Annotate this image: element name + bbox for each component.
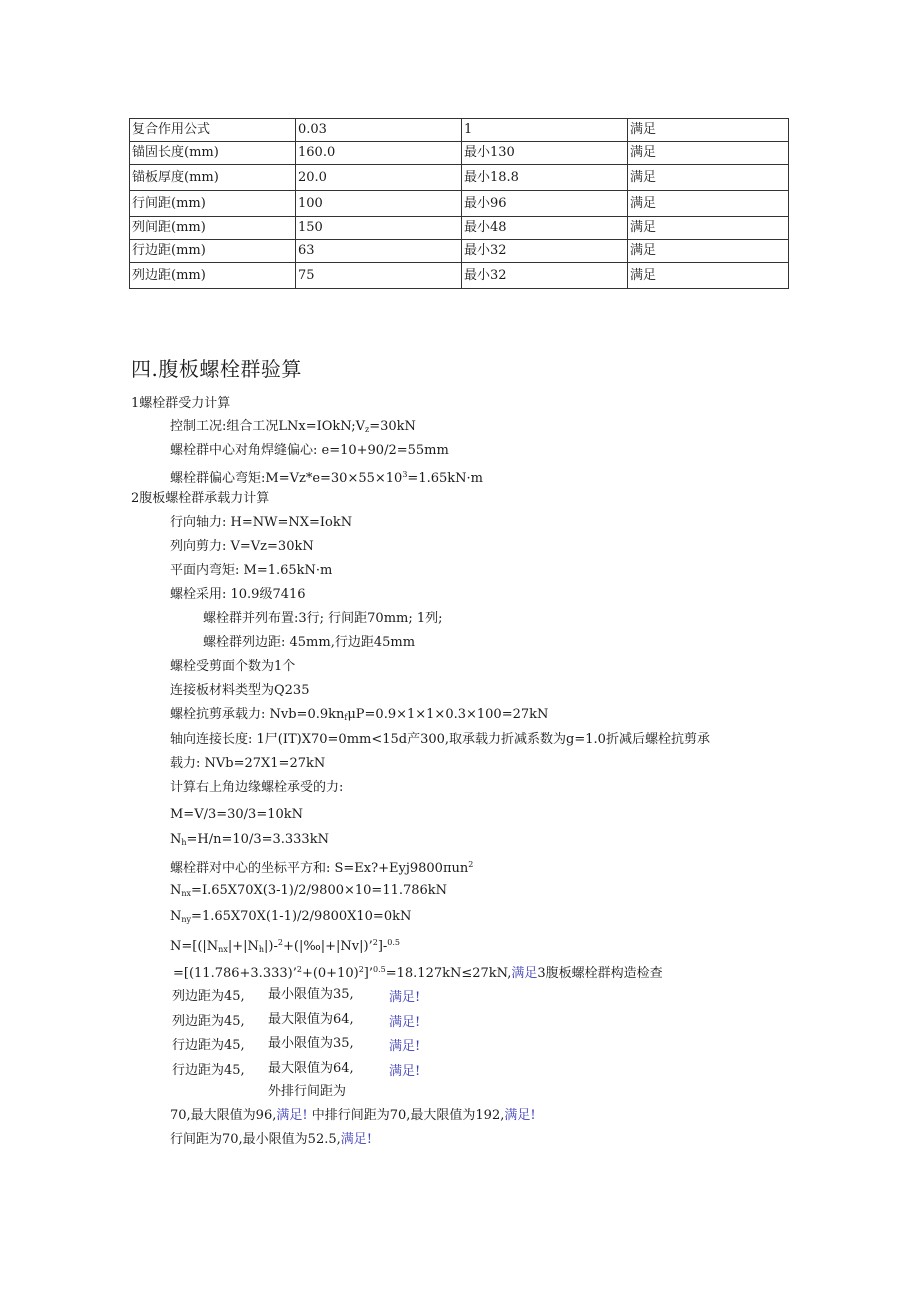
check-label: 列边距为45, — [172, 989, 245, 1004]
formula-line — [170, 934, 400, 959]
text: =30kN — [369, 419, 416, 434]
table-cell: 行间距(mm) — [130, 191, 296, 217]
text: =H/n=10/3=3.333kN — [186, 832, 329, 847]
table-cell: 满足 — [628, 142, 789, 165]
connection-length-line: 轴向连接长度: 1尸(IT)X70=0mm<15d产300,取承载力折减系数为g=1.0折减后螺栓抗剪承 — [170, 732, 710, 747]
table-row — [130, 142, 789, 165]
check-table — [129, 118, 789, 289]
table-row — [130, 119, 789, 142]
in-plane-moment-line: 平面内弯矩: M=1.65kN·m — [170, 563, 333, 578]
spacing-check-line — [170, 1131, 372, 1149]
text: N=[(|N — [170, 939, 219, 954]
check-limit: 最大限值为64, — [268, 1061, 354, 1076]
table-cell: 0.03 — [296, 119, 462, 142]
subscript: nx — [181, 889, 192, 898]
table-cell: 列边距(mm) — [130, 263, 296, 289]
text: μP=0.9×1×1×0.3×100=27kN — [347, 707, 549, 722]
table-cell: 最小32 — [462, 240, 628, 263]
table-cell: 150 — [296, 217, 462, 240]
bolt-type-line: 螺栓采用: 10.9级7416 — [170, 587, 306, 602]
ok-status: 满足! — [389, 1015, 421, 1030]
table-cell: 满足 — [628, 191, 789, 217]
check-label: 行边距为45, — [172, 1038, 245, 1053]
text: =18.127kN≤27kN, — [385, 966, 512, 981]
check-label: 列边距为45, — [172, 1014, 245, 1029]
table-cell: 复合作用公式 — [130, 119, 296, 142]
formula-line — [170, 882, 447, 903]
table-cell: 100 — [296, 191, 462, 217]
text: 螺栓抗剪承载力: Nvb=0.9kn — [170, 707, 345, 722]
table-cell: 最小48 — [462, 217, 628, 240]
table-cell: 满足 — [628, 263, 789, 289]
table-cell: 1 — [462, 119, 628, 142]
subscript: nx — [218, 945, 228, 954]
table-cell: 最小130 — [462, 142, 628, 165]
axial-force-line: 行向轴力: H=NW=NX=IokN — [170, 515, 353, 530]
ok-status: 满足 — [511, 966, 538, 981]
check-limit: 最大限值为64, — [268, 1012, 354, 1027]
table-cell: 最小32 — [462, 263, 628, 289]
subscript: ny — [181, 915, 192, 924]
formula-line — [170, 831, 329, 852]
ok-status: 满足! — [389, 1039, 421, 1054]
text: +(0+10) — [301, 966, 359, 981]
text: =1.65kN·m — [407, 471, 483, 486]
ok-status: 满足! — [389, 1064, 421, 1079]
superscript: 0.5 — [373, 965, 386, 974]
table-cell: 160.0 — [296, 142, 462, 165]
table-row — [130, 191, 789, 217]
ok-status: 满足! — [504, 1108, 536, 1123]
superscript: 2 — [277, 938, 283, 947]
text: 3腹板螺栓群构造检查 — [537, 966, 663, 981]
table-cell: 20.0 — [296, 165, 462, 191]
table-cell: 最小18.8 — [462, 165, 628, 191]
shear-plane-line: 螺栓受剪面个数为1个 — [170, 659, 296, 674]
moment-line — [170, 466, 483, 488]
subscript: h — [181, 838, 187, 847]
section-heading: 四.腹板螺栓群验算 — [131, 357, 302, 381]
ok-status: 满足! — [340, 1132, 372, 1147]
superscript: 2 — [296, 965, 302, 974]
bolt-layout-line: 螺栓群并列布置:3行; 行间距70mm; 1列; — [203, 611, 443, 626]
table-row — [130, 240, 789, 263]
edge-bolt-line: 计算右上角边缘螺栓承受的力: — [170, 780, 344, 795]
eccentricity-line: 螺栓群中心对角焊缝偏心: e=10+90/2=55mm — [170, 443, 449, 458]
shear-capacity-line — [170, 706, 548, 727]
table-cell: 满足 — [628, 119, 789, 142]
formula-result-line — [173, 961, 663, 983]
subscript: h — [258, 945, 265, 954]
superscript: 2 — [372, 938, 378, 947]
table-cell: 列间距(mm) — [130, 217, 296, 240]
subscript: z — [364, 425, 370, 434]
table-row — [130, 217, 789, 240]
bolt-margin-line: 螺栓群列边距: 45mm,行边距45mm — [203, 635, 416, 650]
text: =[(11.786+3.333)’ — [173, 966, 297, 981]
table-cell: 锚固长度(mm) — [130, 142, 296, 165]
table-cell: 63 — [296, 240, 462, 263]
outer-row-spacing-label: 外排行间距为 — [268, 1084, 347, 1099]
subsection-title: 2腹板螺栓群承载力计算 — [131, 491, 270, 506]
table-cell: 满足 — [628, 165, 789, 191]
table-cell: 满足 — [628, 217, 789, 240]
formula-line: M=V/3=30/3=10kN — [170, 807, 304, 822]
text: 行间距为70,最小限值为52.5, — [170, 1132, 341, 1147]
superscript: 2 — [358, 965, 364, 974]
formula-line — [170, 908, 411, 929]
text: |+|N — [227, 939, 259, 954]
table-row — [130, 165, 789, 191]
reduced-capacity-line: 载力: NVb=27X1=27kN — [170, 756, 326, 771]
check-label: 行边距为45, — [172, 1063, 245, 1078]
subsection-title: 1螺栓群受力计算 — [131, 396, 231, 411]
control-case-line — [170, 418, 416, 439]
table-row — [130, 263, 789, 289]
text: =1.65X70X(1-1)/2/9800X10=0kN — [191, 909, 412, 924]
text: |)- — [264, 939, 278, 954]
check-limit: 最小限值为35, — [268, 987, 354, 1002]
text: N — [170, 909, 182, 924]
spacing-check-line — [170, 1107, 536, 1125]
check-limit: 最小限值为35, — [268, 1036, 354, 1051]
text: =I.65X70X(3-1)/2/9800×10=11.786kN — [191, 883, 448, 898]
text: 螺栓群对中心的坐标平方和: S=Ex?+Eyj9800πun — [170, 861, 469, 876]
text: N — [170, 883, 182, 898]
text: ]’ — [363, 966, 373, 981]
table-cell: 75 — [296, 263, 462, 289]
formula-line — [170, 856, 473, 878]
text: N — [170, 832, 182, 847]
shear-force-line: 列向剪力: V=Vz=30kN — [170, 539, 314, 554]
text: 中排行间距为70,最大限值为192, — [311, 1108, 505, 1123]
text: 螺栓群偏心弯矩:M=Vz*e=30×55×10 — [170, 471, 403, 486]
plate-material-line: 连接板材料类型为Q235 — [170, 683, 310, 698]
superscript: 3 — [402, 470, 408, 479]
text: +(|‰|+|Nv|)’ — [282, 939, 373, 954]
subscript: f — [344, 713, 348, 722]
table-cell: 行边距(mm) — [130, 240, 296, 263]
superscript: 2 — [468, 860, 474, 869]
text: 控制工况:组合工况LNx=IOkN;V — [170, 419, 365, 434]
text: 70,最大限值为96, — [170, 1108, 277, 1123]
text: ]- — [377, 939, 388, 954]
superscript: 0.5 — [387, 938, 401, 947]
table-cell: 最小96 — [462, 191, 628, 217]
ok-status: 满足! — [276, 1108, 308, 1123]
table-cell: 满足 — [628, 240, 789, 263]
table-cell: 锚板厚度(mm) — [130, 165, 296, 191]
ok-status: 满足! — [389, 990, 421, 1005]
